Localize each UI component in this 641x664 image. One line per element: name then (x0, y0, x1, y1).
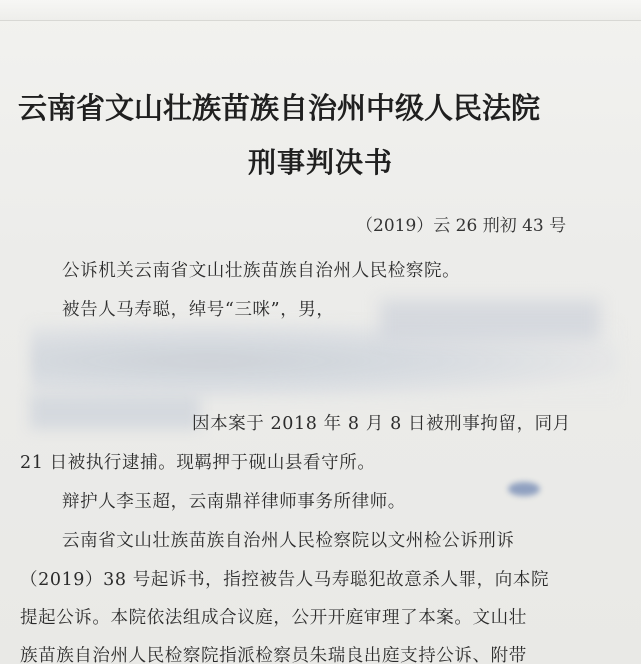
body-line-defense-counsel: 辩护人李玉超，云南鼎祥律师事务所律师。 (62, 492, 406, 512)
redacted-region-upper (380, 300, 600, 340)
document-type-title: 刑事判决书 (248, 146, 394, 179)
body-line-indictment-4: 族苗族自治州人民检察院指派检察员朱瑞良出庭支持公诉、附带 (20, 646, 527, 664)
redacted-region-lower (30, 395, 200, 429)
body-line-arrest: 21 日被执行逮捕。现羁押于砚山县看守所。 (20, 453, 376, 473)
ink-smudge (508, 482, 540, 496)
court-title: 云南省文山壮族苗族自治州中级人民法院 (18, 91, 541, 125)
paper-top-edge (0, 0, 641, 21)
body-line-indictment-2: （2019）38 号起诉书，指控被告人马寿聪犯故意杀人罪，向本院 (20, 570, 550, 590)
case-number: （2019）云 26 刑初 43 号 (356, 216, 567, 236)
body-line-indictment-1: 云南省文山壮族苗族自治州人民检察院以文州检公诉刑诉 (62, 531, 515, 551)
body-line-prosecutor: 公诉机关云南省文山壮族苗族自治州人民检察院。 (62, 261, 461, 281)
body-line-indictment-3: 提起公诉。本院依法组成合议庭，公开开庭审理了本案。文山壮 (20, 608, 527, 628)
body-line-detention: 因本案于 2018 年 8 月 8 日被刑事拘留，同月 (192, 414, 571, 434)
body-line-defendant: 被告人马寿聪，绰号“三咪”，男， (62, 300, 335, 320)
